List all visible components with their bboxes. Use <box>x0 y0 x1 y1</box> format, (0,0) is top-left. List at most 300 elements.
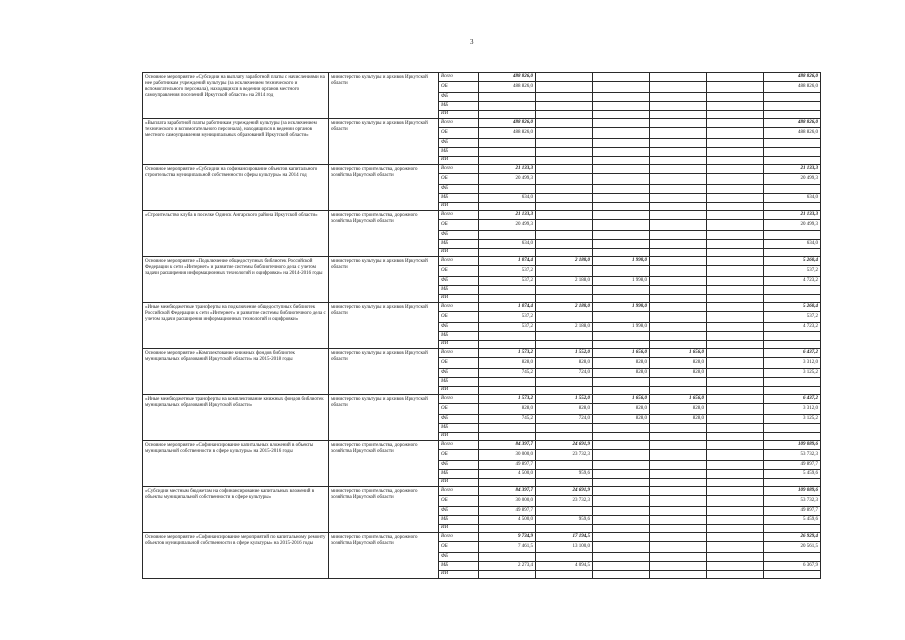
total-amount-cell: 488 826,0 <box>764 82 821 93</box>
funding-source-cell: ОБ <box>439 82 479 93</box>
funding-source-cell: МБ <box>439 516 479 525</box>
executor-cell: министерство строительства, дорожного хозяйства Иркутской области <box>329 211 439 257</box>
year-amount-cell <box>593 479 650 487</box>
funding-source-cell: МБ <box>439 148 479 157</box>
year-amount-cell: 1 573,2 <box>479 349 536 358</box>
year-amount-cell <box>593 450 650 461</box>
year-amount-cell: 1 074,4 <box>479 303 536 312</box>
year-amount-cell <box>650 257 707 266</box>
year-amount-cell <box>707 404 764 415</box>
year-amount-cell <box>593 470 650 479</box>
year-amount-cell <box>650 450 707 461</box>
year-amount-cell <box>479 433 536 441</box>
year-amount-cell <box>479 111 536 119</box>
year-amount-cell <box>536 174 593 185</box>
year-amount-cell <box>707 139 764 148</box>
executor-cell: министерство строительства, дорожного хозяйства Иркутской области <box>329 165 439 211</box>
year-amount-cell: 537,2 <box>479 323 536 332</box>
year-amount-cell <box>593 525 650 533</box>
year-amount-cell <box>536 387 593 395</box>
total-amount-cell <box>764 433 821 441</box>
year-amount-cell <box>707 323 764 332</box>
funding-source-cell: ИИ <box>439 479 479 487</box>
year-amount-cell <box>593 441 650 450</box>
year-amount-cell <box>707 93 764 102</box>
year-amount-cell <box>650 111 707 119</box>
year-amount-cell <box>536 185 593 194</box>
year-amount-cell: 828,0 <box>593 358 650 369</box>
total-amount-cell: 20 499,3 <box>764 220 821 231</box>
table-row <box>143 395 821 404</box>
year-amount-cell <box>707 525 764 533</box>
year-amount-cell: 49 897,7 <box>479 461 536 470</box>
funding-source-cell: ИИ <box>439 203 479 211</box>
year-amount-cell <box>479 553 536 562</box>
year-amount-cell: 1 552,0 <box>536 395 593 404</box>
funding-source-cell: ОБ <box>439 496 479 507</box>
year-amount-cell: 4 500,0 <box>479 516 536 525</box>
year-amount-cell <box>707 277 764 286</box>
year-amount-cell <box>650 211 707 220</box>
total-amount-cell: 4 723,2 <box>764 277 821 286</box>
event-name-cell: Основное мероприятие «Субсидии на выплату заработной платы с начислениями на нее работникам учреждений культуры (за исключением технического и вспомогательного персонала), находящихся в ведении органов местного самоуправления поселений Иркутской области» на 2014 год <box>143 73 329 119</box>
event-name-cell: Основное мероприятие «Комплектование книжных фондов библиотек муниципальных образований Иркутской области» на 2015-2018 годы <box>143 349 329 395</box>
year-amount-cell: 724,0 <box>536 415 593 424</box>
year-amount-cell <box>479 295 536 303</box>
year-amount-cell <box>536 286 593 295</box>
year-amount-cell <box>707 470 764 479</box>
total-amount-cell: 537,2 <box>764 266 821 277</box>
year-amount-cell <box>593 286 650 295</box>
funding-source-cell: Всего <box>439 73 479 82</box>
year-amount-cell <box>536 211 593 220</box>
total-amount-cell: 634,0 <box>764 194 821 203</box>
funding-source-cell: МБ <box>439 470 479 479</box>
year-amount-cell <box>707 553 764 562</box>
year-amount-cell: 1 998,0 <box>593 323 650 332</box>
year-amount-cell: 1 656,0 <box>593 349 650 358</box>
event-name-cell: Основное мероприятие «Софинансирование капитальных вложений в объекты муниципальной собственности в сфере культуры» на 2015-2016 годы <box>143 441 329 487</box>
year-amount-cell <box>593 341 650 349</box>
funding-source-cell: ФБ <box>439 461 479 470</box>
year-amount-cell: 17 194,5 <box>536 533 593 542</box>
total-amount-cell <box>764 185 821 194</box>
year-amount-cell: 9 734,9 <box>479 533 536 542</box>
year-amount-cell <box>536 249 593 257</box>
year-amount-cell <box>650 102 707 111</box>
year-amount-cell: 745,2 <box>479 369 536 378</box>
total-amount-cell: 634,0 <box>764 240 821 249</box>
year-amount-cell <box>593 194 650 203</box>
year-amount-cell <box>593 424 650 433</box>
year-amount-cell <box>479 249 536 257</box>
year-amount-cell <box>479 148 536 157</box>
year-amount-cell <box>707 185 764 194</box>
year-amount-cell <box>707 387 764 395</box>
year-amount-cell: 4 094,5 <box>536 562 593 571</box>
funding-source-cell: Всего <box>439 349 479 358</box>
year-amount-cell <box>479 185 536 194</box>
funding-source-cell: Всего <box>439 533 479 542</box>
year-amount-cell <box>707 433 764 441</box>
year-amount-cell <box>707 533 764 542</box>
year-amount-cell <box>650 312 707 323</box>
year-amount-cell: 20 499,3 <box>479 174 536 185</box>
funding-source-cell: ФБ <box>439 415 479 424</box>
year-amount-cell <box>479 139 536 148</box>
year-amount-cell <box>650 220 707 231</box>
year-amount-cell <box>707 341 764 349</box>
event-name-cell: Основное мероприятие «Субсидии на софинансирование объектов капитального строительства муниципальной собственности сферы культуры» на 2014 год <box>143 165 329 211</box>
year-amount-cell <box>707 174 764 185</box>
year-amount-cell <box>650 341 707 349</box>
total-amount-cell <box>764 286 821 295</box>
total-amount-cell <box>764 341 821 349</box>
table-row <box>143 257 821 266</box>
executor-cell: министерство культуры и архивов Иркутской области <box>329 303 439 349</box>
year-amount-cell <box>707 516 764 525</box>
year-amount-cell <box>707 369 764 378</box>
year-amount-cell: 1 656,0 <box>650 349 707 358</box>
year-amount-cell: 828,0 <box>479 404 536 415</box>
year-amount-cell: 20 499,3 <box>479 220 536 231</box>
funding-source-cell: ИИ <box>439 111 479 119</box>
year-amount-cell <box>650 496 707 507</box>
funding-source-cell: МБ <box>439 286 479 295</box>
table-row <box>143 165 821 174</box>
funding-source-cell: Всего <box>439 211 479 220</box>
year-amount-cell: 21 133,3 <box>479 165 536 174</box>
year-amount-cell: 2 188,0 <box>536 303 593 312</box>
year-amount-cell: 828,0 <box>593 369 650 378</box>
funding-source-cell: ОБ <box>439 404 479 415</box>
year-amount-cell: 24 691,9 <box>536 441 593 450</box>
year-amount-cell: 537,2 <box>479 312 536 323</box>
year-amount-cell <box>536 139 593 148</box>
year-amount-cell <box>593 295 650 303</box>
year-amount-cell <box>707 165 764 174</box>
year-amount-cell: 1 998,0 <box>593 303 650 312</box>
funding-source-cell: ФБ <box>439 369 479 378</box>
funding-source-cell: ОБ <box>439 220 479 231</box>
year-amount-cell <box>650 533 707 542</box>
year-amount-cell <box>536 102 593 111</box>
funding-source-cell: МБ <box>439 194 479 203</box>
year-amount-cell <box>593 220 650 231</box>
year-amount-cell <box>650 332 707 341</box>
year-amount-cell <box>707 295 764 303</box>
executor-cell: министерство культуры и архивов Иркутской области <box>329 119 439 165</box>
year-amount-cell <box>593 102 650 111</box>
year-amount-cell: 488 826,0 <box>479 119 536 128</box>
year-amount-cell: 488 826,0 <box>479 82 536 93</box>
year-amount-cell <box>479 203 536 211</box>
table-row <box>143 349 821 358</box>
year-amount-cell <box>650 303 707 312</box>
funding-source-cell: ИИ <box>439 571 479 579</box>
year-amount-cell <box>650 286 707 295</box>
total-amount-cell <box>764 571 821 579</box>
year-amount-cell <box>536 433 593 441</box>
year-amount-cell <box>593 203 650 211</box>
table-row <box>143 303 821 312</box>
year-amount-cell: 1 656,0 <box>650 395 707 404</box>
year-amount-cell <box>707 571 764 579</box>
total-amount-cell <box>764 378 821 387</box>
table-row <box>143 487 821 496</box>
year-amount-cell <box>536 157 593 165</box>
total-amount-cell: 21 133,3 <box>764 211 821 220</box>
year-amount-cell <box>650 487 707 496</box>
year-amount-cell <box>650 479 707 487</box>
year-amount-cell <box>650 128 707 139</box>
year-amount-cell <box>650 424 707 433</box>
year-amount-cell <box>707 415 764 424</box>
funding-source-cell: ОБ <box>439 312 479 323</box>
year-amount-cell <box>593 571 650 579</box>
total-amount-cell: 6 367,9 <box>764 562 821 571</box>
year-amount-cell <box>536 295 593 303</box>
year-amount-cell <box>593 332 650 341</box>
year-amount-cell <box>707 257 764 266</box>
year-amount-cell <box>593 533 650 542</box>
funding-source-cell: ФБ <box>439 139 479 148</box>
table-row <box>143 441 821 450</box>
year-amount-cell <box>707 303 764 312</box>
year-amount-cell <box>707 479 764 487</box>
year-amount-cell <box>536 82 593 93</box>
year-amount-cell: 2 273,4 <box>479 562 536 571</box>
executor-cell: министерство культуры и архивов Иркутской области <box>329 349 439 395</box>
year-amount-cell <box>707 111 764 119</box>
year-amount-cell <box>536 507 593 516</box>
year-amount-cell: 828,0 <box>593 404 650 415</box>
funding-source-cell: МБ <box>439 102 479 111</box>
year-amount-cell <box>479 286 536 295</box>
year-amount-cell: 745,2 <box>479 415 536 424</box>
year-amount-cell <box>593 231 650 240</box>
year-amount-cell <box>479 424 536 433</box>
year-amount-cell <box>650 571 707 579</box>
event-name-cell: «Иные межбюджетные трансферты на комплектование книжных фондов библиотек муниципальных образований Иркутской области» <box>143 395 329 441</box>
year-amount-cell <box>536 332 593 341</box>
total-amount-cell: 537,2 <box>764 312 821 323</box>
year-amount-cell: 959,6 <box>536 516 593 525</box>
year-amount-cell <box>593 433 650 441</box>
year-amount-cell: 2 188,0 <box>536 277 593 286</box>
event-name-cell: «Иные межбюджетные трансферты на подключение общедоступных библиотек Российской Федерации к сети «Интернет» и развитие системы библиотечного дела с учетом задачи расширения информационных технологий и оцифровки» <box>143 303 329 349</box>
year-amount-cell <box>707 148 764 157</box>
year-amount-cell <box>707 286 764 295</box>
executor-cell: министерство культуры и архивов Иркутской области <box>329 73 439 119</box>
year-amount-cell: 828,0 <box>479 358 536 369</box>
year-amount-cell <box>593 487 650 496</box>
year-amount-cell <box>707 395 764 404</box>
total-amount-cell: 6 437,2 <box>764 349 821 358</box>
funding-source-cell: Всего <box>439 303 479 312</box>
total-amount-cell <box>764 553 821 562</box>
year-amount-cell: 84 397,7 <box>479 441 536 450</box>
table-row <box>143 119 821 128</box>
event-name-cell: «Выплата заработной платы работникам учреждений культуры (за исключением технического и вспомогательного персонала), находящихся в ведении органов местного самоуправления муниципальных образований Иркутской области» <box>143 119 329 165</box>
total-amount-cell: 3 312,0 <box>764 358 821 369</box>
year-amount-cell <box>536 341 593 349</box>
year-amount-cell <box>650 562 707 571</box>
year-amount-cell: 828,0 <box>536 404 593 415</box>
year-amount-cell: 828,0 <box>650 415 707 424</box>
funding-source-cell: ОБ <box>439 266 479 277</box>
year-amount-cell <box>650 516 707 525</box>
year-amount-cell <box>707 378 764 387</box>
year-amount-cell <box>707 542 764 553</box>
funding-source-cell: ИИ <box>439 341 479 349</box>
year-amount-cell <box>707 220 764 231</box>
total-amount-cell: 21 133,3 <box>764 165 821 174</box>
year-amount-cell <box>479 102 536 111</box>
year-amount-cell <box>536 571 593 579</box>
funding-source-cell: ИИ <box>439 295 479 303</box>
total-amount-cell <box>764 93 821 102</box>
year-amount-cell <box>707 157 764 165</box>
total-amount-cell: 6 437,2 <box>764 395 821 404</box>
total-amount-cell: 3 312,0 <box>764 404 821 415</box>
year-amount-cell <box>650 542 707 553</box>
year-amount-cell <box>593 378 650 387</box>
funding-source-cell: ФБ <box>439 323 479 332</box>
funding-source-cell: МБ <box>439 424 479 433</box>
year-amount-cell <box>593 387 650 395</box>
year-amount-cell <box>536 378 593 387</box>
total-amount-cell <box>764 249 821 257</box>
funding-source-cell: ФБ <box>439 277 479 286</box>
year-amount-cell: 30 000,0 <box>479 450 536 461</box>
year-amount-cell <box>593 157 650 165</box>
year-amount-cell <box>536 220 593 231</box>
event-name-cell: «Строительство клуба в поселке Одинск Ангарского района Иркутской области» <box>143 211 329 257</box>
year-amount-cell <box>707 441 764 450</box>
year-amount-cell <box>479 231 536 240</box>
budget-table <box>142 72 821 579</box>
funding-source-cell: МБ <box>439 562 479 571</box>
year-amount-cell: 828,0 <box>536 358 593 369</box>
year-amount-cell <box>650 441 707 450</box>
year-amount-cell <box>479 571 536 579</box>
table-row <box>143 73 821 82</box>
funding-source-cell: ИИ <box>439 157 479 165</box>
year-amount-cell <box>593 562 650 571</box>
year-amount-cell <box>650 266 707 277</box>
year-amount-cell <box>479 525 536 533</box>
funding-source-cell: ФБ <box>439 93 479 102</box>
page-number: 3 <box>470 38 474 46</box>
total-amount-cell <box>764 332 821 341</box>
year-amount-cell <box>593 148 650 157</box>
year-amount-cell <box>593 73 650 82</box>
funding-source-cell: ИИ <box>439 433 479 441</box>
year-amount-cell: 959,6 <box>536 470 593 479</box>
year-amount-cell <box>707 119 764 128</box>
year-amount-cell <box>536 73 593 82</box>
year-amount-cell <box>536 231 593 240</box>
year-amount-cell <box>650 461 707 470</box>
year-amount-cell: 634,0 <box>479 194 536 203</box>
year-amount-cell <box>650 139 707 148</box>
year-amount-cell: 537,2 <box>479 277 536 286</box>
funding-source-cell: ФБ <box>439 231 479 240</box>
funding-source-cell: ИИ <box>439 525 479 533</box>
year-amount-cell <box>479 387 536 395</box>
funding-source-cell: ФБ <box>439 553 479 562</box>
executor-cell: министерство строительства, дорожного хозяйства Иркутской области <box>329 441 439 487</box>
year-amount-cell <box>536 240 593 249</box>
funding-source-cell: МБ <box>439 378 479 387</box>
event-name-cell: Основное мероприятие «Подключение общедоступных библиотек Российской Федерации к сети «Интернет» и развитие системы библиотечного дела с учетом задачи расширения информационных технологий и оцифровки» на 2014-2016 годы <box>143 257 329 303</box>
executor-cell: министерство строительства, дорожного хозяйства Иркутской области <box>329 487 439 533</box>
year-amount-cell <box>650 82 707 93</box>
year-amount-cell: 4 500,0 <box>479 470 536 479</box>
total-amount-cell: 488 826,0 <box>764 119 821 128</box>
total-amount-cell <box>764 387 821 395</box>
total-amount-cell: 488 826,0 <box>764 73 821 82</box>
year-amount-cell <box>707 507 764 516</box>
funding-source-cell: ОБ <box>439 174 479 185</box>
funding-source-cell: Всего <box>439 119 479 128</box>
funding-source-cell: ИИ <box>439 387 479 395</box>
year-amount-cell <box>650 249 707 257</box>
year-amount-cell <box>593 111 650 119</box>
year-amount-cell <box>650 378 707 387</box>
year-amount-cell <box>536 553 593 562</box>
year-amount-cell <box>707 424 764 433</box>
year-amount-cell: 30 000,0 <box>479 496 536 507</box>
year-amount-cell <box>593 165 650 174</box>
year-amount-cell <box>536 93 593 102</box>
total-amount-cell <box>764 203 821 211</box>
year-amount-cell <box>707 562 764 571</box>
funding-source-cell: ИИ <box>439 249 479 257</box>
total-amount-cell: 109 089,6 <box>764 487 821 496</box>
year-amount-cell <box>650 525 707 533</box>
year-amount-cell: 1 552,0 <box>536 349 593 358</box>
year-amount-cell <box>479 93 536 102</box>
year-amount-cell <box>650 73 707 82</box>
year-amount-cell <box>536 119 593 128</box>
funding-source-cell: Всего <box>439 165 479 174</box>
year-amount-cell <box>650 148 707 157</box>
year-amount-cell <box>536 479 593 487</box>
year-amount-cell <box>593 461 650 470</box>
year-amount-cell: 828,0 <box>593 415 650 424</box>
year-amount-cell <box>650 277 707 286</box>
total-amount-cell: 20 561,5 <box>764 542 821 553</box>
year-amount-cell <box>593 312 650 323</box>
year-amount-cell <box>707 450 764 461</box>
funding-source-cell: Всего <box>439 487 479 496</box>
total-amount-cell: 3 125,2 <box>764 415 821 424</box>
event-name-cell: Основное мероприятие «Софинансирование мероприятий по капитальному ремонту объектов муниципальной собственности в сфере культуры» на 2015-2016 годы <box>143 533 329 579</box>
funding-source-cell: Всего <box>439 257 479 266</box>
table-row <box>143 211 821 220</box>
year-amount-cell <box>707 128 764 139</box>
funding-source-cell: ОБ <box>439 128 479 139</box>
year-amount-cell <box>593 249 650 257</box>
total-amount-cell <box>764 102 821 111</box>
executor-cell: министерство культуры и архивов Иркутской области <box>329 395 439 441</box>
year-amount-cell <box>650 433 707 441</box>
total-amount-cell <box>764 295 821 303</box>
year-amount-cell <box>536 203 593 211</box>
year-amount-cell <box>650 240 707 249</box>
